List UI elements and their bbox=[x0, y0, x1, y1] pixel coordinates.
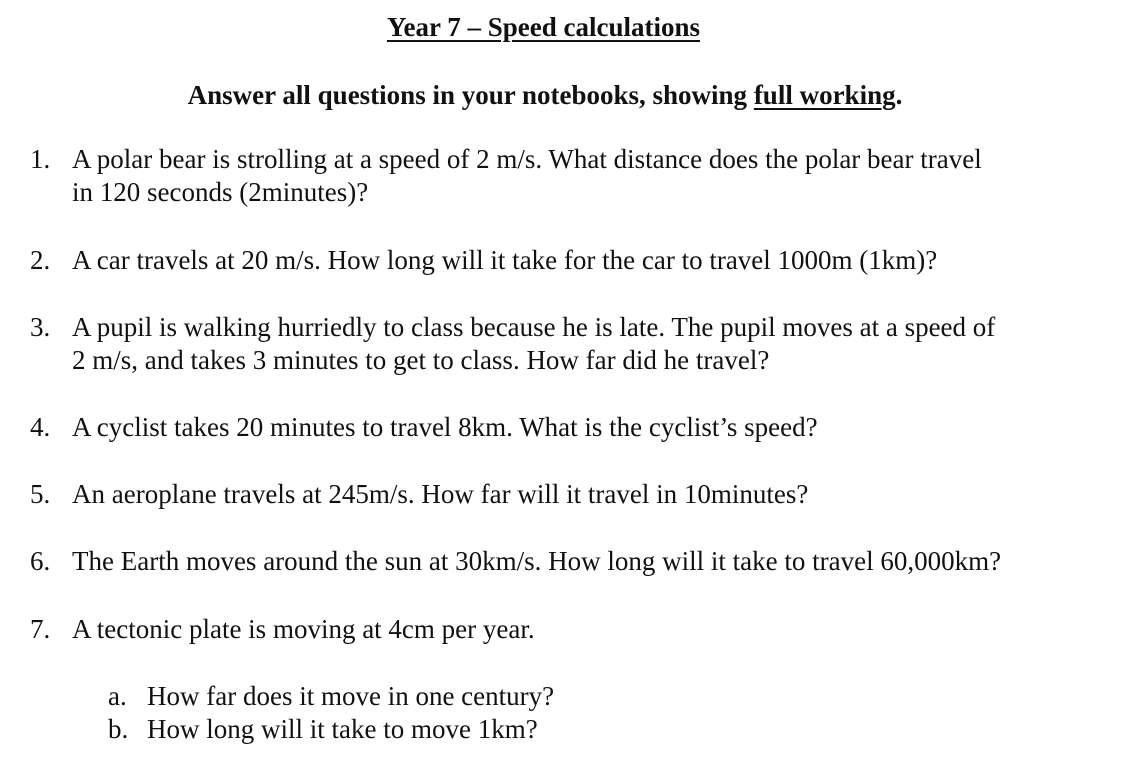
question-text bbox=[72, 545, 1112, 578]
instruction-text-start: Answer all questions in your notebooks, showing bbox=[187, 80, 754, 110]
question-text bbox=[72, 478, 1112, 511]
subquestion-text: How long will it take to move 1km? bbox=[147, 714, 538, 744]
question-line: The Earth moves around the sun at 30km/s. How long will it take to travel 60,000km? bbox=[72, 546, 1002, 576]
question-number: 3. bbox=[30, 312, 51, 342]
question-text bbox=[72, 143, 1112, 209]
question-text bbox=[72, 311, 1112, 377]
subquestion-text: How far does it move in one century? bbox=[147, 681, 555, 711]
question-line: in 120 seconds (2minutes)? bbox=[72, 177, 369, 207]
question-number: 2. bbox=[30, 245, 51, 275]
question-line: A polar bear is strolling at a speed of 2 m/s. What distance does the polar bear travel bbox=[72, 144, 982, 174]
instruction-line bbox=[0, 78, 1090, 112]
instruction-underlined-text: full working bbox=[753, 80, 896, 110]
question-line: A cyclist takes 20 minutes to travel 8km. What is the cyclist’s speed? bbox=[72, 412, 818, 442]
subquestion-letter: a. bbox=[108, 681, 127, 711]
question-number: 6. bbox=[30, 546, 51, 576]
question-text bbox=[72, 244, 1112, 277]
question-number: 1. bbox=[30, 144, 51, 174]
question-line: A tectonic plate is moving at 4cm per year. bbox=[72, 614, 535, 644]
question-line: A pupil is walking hurriedly to class because he is late. The pupil moves at a speed of bbox=[72, 312, 996, 342]
question-text bbox=[72, 613, 1112, 646]
question-number: 7. bbox=[30, 614, 51, 644]
question-number: 4. bbox=[30, 412, 51, 442]
question-line: 2 m/s, and takes 3 minutes to get to class. How far did he travel? bbox=[72, 345, 770, 375]
instruction-text-end: . bbox=[895, 80, 903, 110]
question-line: A car travels at 20 m/s. How long will it take for the car to travel 1000m (1km)? bbox=[72, 245, 938, 275]
worksheet-title bbox=[0, 10, 1087, 44]
question-line: An aeroplane travels at 245m/s. How far will it travel in 10minutes? bbox=[72, 479, 809, 509]
worksheet-title-text: Year 7 – Speed calculations bbox=[386, 12, 700, 42]
question-number: 5. bbox=[30, 479, 51, 509]
question-text bbox=[72, 411, 1112, 444]
subquestion-letter: b. bbox=[108, 714, 129, 744]
